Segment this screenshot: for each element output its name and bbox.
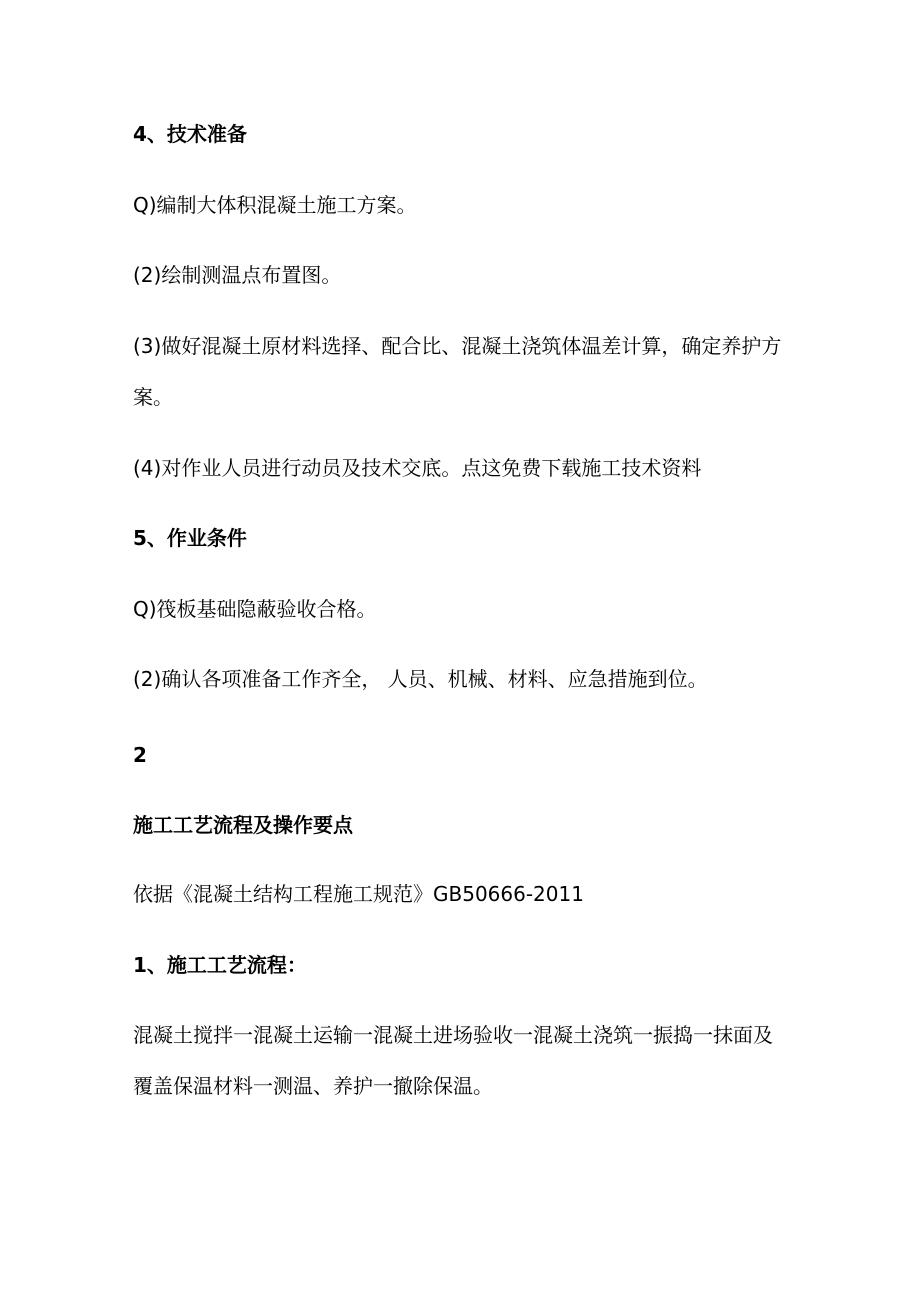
reference-standard: 依据《混凝土结构工程施工规范》GB50666-2011: [133, 882, 584, 906]
section-4-item-4: (4)对作业人员进行动员及技术交底。点这免费下载施工技术资料: [133, 456, 702, 480]
section-4-heading: 4、技术准备: [133, 122, 247, 146]
chapter-title: 施工工艺流程及操作要点: [133, 813, 353, 837]
chapter-number: 2: [133, 743, 147, 767]
section-5-item-1: Q)筏板基础隐蔽验收合格。: [133, 597, 377, 621]
process-flow-heading: 1、施工工艺流程：: [133, 953, 307, 977]
section-5-item-2: (2)确认各项准备工作齐全， 人员、机械、材料、应急措施到位。: [133, 667, 708, 691]
section-4-item-1: Q)编制大体积混凝土施工方案。: [133, 193, 417, 217]
section-4-item-3-continued: 案。: [133, 385, 173, 409]
section-5-heading: 5、作业条件: [133, 526, 247, 550]
process-flow-line-1: 混凝土搅拌一混凝土运输一混凝土进场验收一混凝土浇筑一振捣一抹面及: [133, 1023, 773, 1047]
section-4-item-2: (2)绘制测温点布置图。: [133, 263, 342, 287]
process-flow-line-2: 覆盖保温材料一测温、养护一撤除保温。: [133, 1074, 493, 1098]
section-4-item-3: (3)做好混凝土原材料选择、配合比、混凝土浇筑体温差计算，确定养护方: [133, 334, 782, 358]
